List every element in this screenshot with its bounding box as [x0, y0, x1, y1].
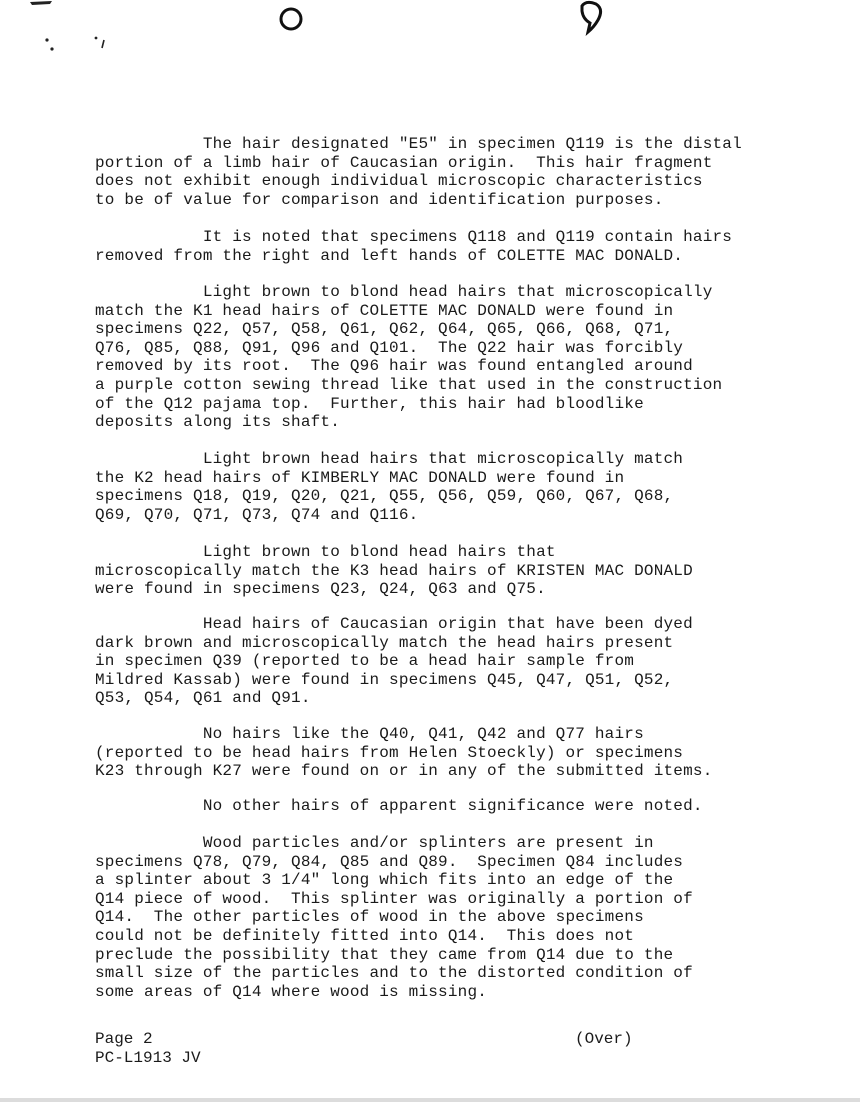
scan-edge [0, 1098, 860, 1102]
speck-mark [102, 40, 104, 48]
paragraph-stoeckly-hairs: No hairs like the Q40, Q41, Q42 and Q77 hairs (reported to be head hairs from Helen Stoeckly) or specimens K23 through K27 were found on or in any of the submitted items. [95, 725, 713, 781]
page-footer-left [95, 1030, 201, 1067]
handwritten-circle-mark [281, 9, 301, 29]
page-number: Page 2 [95, 1030, 153, 1048]
corner-scan-mark [30, 1, 52, 5]
paragraph-kassab-hairs: Head hairs of Caucasian origin that have been dyed dark brown and microscopically match the head hairs present in specimen Q39 (reported to be a head hair sample from Mildred Kassab) were found in specimens Q45, Q47, Q51, Q52, Q53, Q54, Q61 and Q91. [95, 615, 693, 708]
paragraph-kimberly-hairs: Light brown head hairs that microscopically match the K2 head hairs of KIMBERLY MAC DONALD were found in specimens Q18, Q19, Q20, Q21, Q55, Q56, Q59, Q60, Q67, Q68, Q69, Q70, Q71, Q73, Q74 and Q116. [95, 450, 684, 524]
paragraph-no-other-hairs: No other hairs of apparent significance were noted. [95, 797, 703, 815]
paragraph-kristen-hairs: Light brown to blond head hairs that microscopically match the K3 head hairs of KRISTEN MAC DONALD were found in specimens Q23, Q24, Q63 and Q75. [95, 543, 693, 599]
paragraph-colette-hairs: Light brown to blond head hairs that microscopically match the K1 head hairs of COLETTE MAC DONALD were found in specimens Q22, Q57, Q58, Q61, Q62, Q64, Q65, Q66, Q68, Q71, Q76, Q85, Q88, Q91, Q96 and Q101. The Q22 hair was forcibly removed by its root. The Q96 hair was found entangled around a purple cotton sewing thread like that used in the construction of the Q12 pajama top. Further, this hair had bloodlike deposits along its shaft. [95, 283, 723, 432]
paragraph-hair-e5: The hair designated "E5" in specimen Q119 is the distal portion of a limb hair of Caucasian origin. This hair fragment does not exhibit enough individual microscopic characteristics to be of value for comparison and identification purposes. [95, 135, 742, 209]
scan-marks [0, 0, 860, 80]
speck-mark [95, 37, 98, 40]
file-code: PC-L1913 JV [95, 1048, 201, 1067]
paragraph-hands-hairs: It is noted that specimens Q118 and Q119 contain hairs removed from the right and left hands of COLETTE MAC DONALD. [95, 228, 733, 265]
over-indicator: (Over) [575, 1030, 633, 1048]
paragraph-wood-particles: Wood particles and/or splinters are present in specimens Q78, Q79, Q84, Q85 and Q89. Specimen Q84 includes a splinter about 3 1/4" long which fits into an edge of the Q14 piece of wood. This splinter was originally a portion of Q14. The other particles of wood in the above specimens could not be definitely fitted into Q14. This does not preclude the possibility that they came from Q14 due to the small size of the particles and to the distorted condition of some areas of Q14 where wood is missing. [95, 834, 693, 1001]
speck-mark [50, 47, 53, 50]
handwritten-checkmark [582, 2, 601, 32]
speck-mark [45, 38, 48, 41]
